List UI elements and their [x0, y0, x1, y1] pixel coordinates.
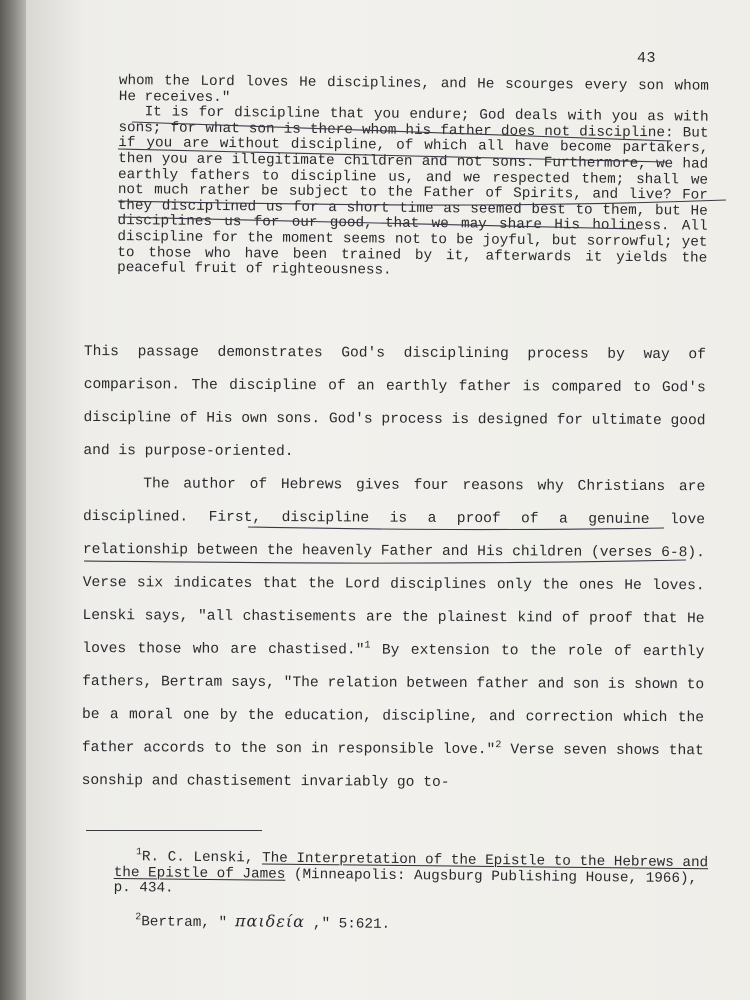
footnote-2-mark: 2 — [135, 912, 142, 924]
footnote-ref-2: 2 — [495, 740, 502, 752]
footnote-ref-1: 1 — [364, 640, 371, 652]
paragraph-2-middle: By extension to the role of earthly fathers, Bertram says, "The relation between father and son is shown to be a moral one by the education, discipline, and correction which the father accords to the son in responsible love." — [81, 642, 705, 759]
book-page — [26, 0, 750, 1000]
footnotes — [113, 847, 714, 937]
handwritten-greek-word: παιδεία — [234, 911, 306, 931]
footnote-1-author: R. C. Lenski, — [141, 849, 263, 867]
page-number: 43 — [636, 50, 656, 67]
footnote-2 — [113, 912, 713, 937]
quote-paragraph-1: whom the Lord loves He disciplines, and He scourges every son whom He receives." — [118, 73, 709, 106]
footnote-2-author: Bertram, " — [141, 914, 228, 931]
footnote-2-citation: ," 5:621. — [312, 915, 391, 933]
body-paragraph-1: This passage demonstrates God's disciplining process by way of comparison. The discipline of an earthly father is compared to God's discipline of His own sons. God's process is designed for ultimate good and is purpose-oriented. — [83, 343, 706, 461]
quote-paragraph-2: It is for discipline that you endure; God deals with you as with sons; for what son is there whom his father does not discipline: But if you are without discipline, of which all have become partakers, then you are illegitimate children and not sons. Furthermore, we had earthly fathers to discipline us, and we respected them; shall we not much rather be subject to the Father of Spirits, and live? For they disciplined us for a short time as seemed best to them, but He disciplines us for our good, that we may share His holiness. All discipline for the moment seems not to be joyful, but sorrowful; yet to those who have been trained by it, afterwards it yields the peaceful fruit of righteousness. — [117, 104, 709, 279]
body-text — [82, 336, 706, 801]
book-binding — [0, 0, 26, 1000]
scripture-block-quote — [117, 74, 709, 282]
body-paragraph-2 — [82, 468, 706, 801]
paragraph-2-end: Verse seven shows that sonship and chastisement invariably go to- — [81, 742, 704, 791]
paragraph-2-intro: The author of Hebrews gives four reasons why Christians are disciplined. First, discipline is a proof of a genuine love relationship between the heavenly Father and His children (verses 6-8). Verse six indicates that the Lord disciplines only the ones He loves. Lenski says, "all chastisements are the plainest kind of proof that He loves those who are chastised." — [82, 476, 706, 659]
footnote-1-mark: 1 — [135, 847, 143, 859]
footnote-1-title: The Interpretation of the Epistle to the Hebrews and the Epistle of James — [113, 850, 709, 883]
footnote-1-publication: (Minneapolis: Augsburg Publishing House, 1966), p. 434. — [113, 866, 698, 897]
footnote-rule — [86, 830, 262, 831]
footnote-1 — [113, 847, 714, 903]
